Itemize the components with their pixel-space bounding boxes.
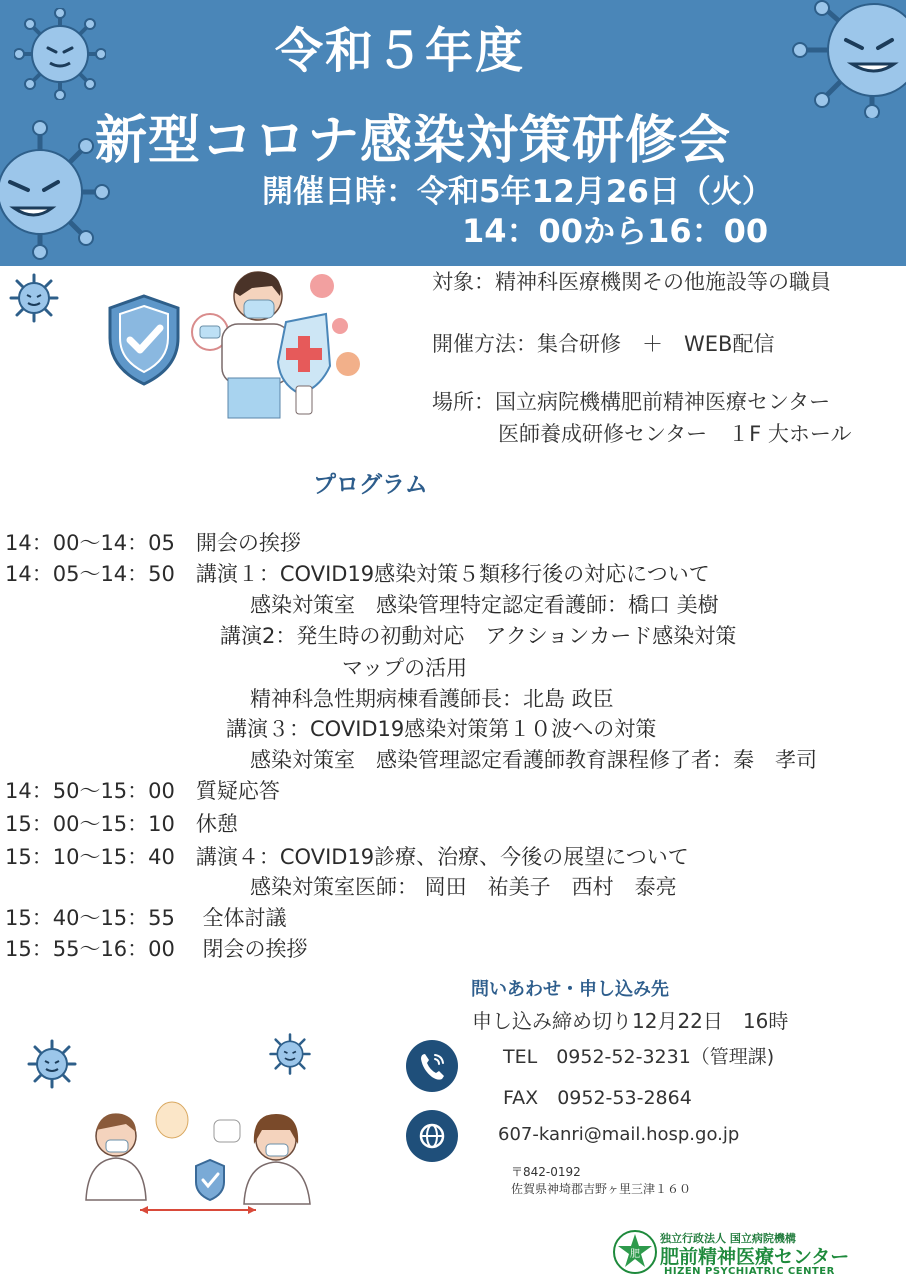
program-line: 14：50〜15：00 質疑応答 [5,779,280,803]
phone-icon [406,1040,458,1092]
program-line: 15：40〜15：55 全体討議 [5,906,287,930]
postal-code: 〒842-0192 [511,1165,581,1179]
event-date: 開催日時：令和5年12月26日（火） [262,174,773,210]
logo-organization: 独立行政法人 国立病院機構 [660,1232,796,1245]
fax-number: FAX 0952-53-2864 [503,1087,692,1109]
program-line: マップの活用 [342,656,468,680]
virus-icon [268,1032,312,1076]
program-line: 15：00〜15：10 休憩 [5,812,238,836]
virus-icon [8,272,60,324]
program-line: 15：10〜15：40 講演４：COVID19診療、治療、今後の展望について [5,845,689,869]
logo-english-name: HIZEN PSYCHIATRIC CENTER [664,1266,835,1277]
emblem-text: 肥 [630,1249,640,1260]
program-line: 感染対策室 感染管理認定看護師教育課程修了者：秦 孝司 [250,748,817,772]
hospital-emblem-icon [612,1228,658,1276]
program-line: 15：55〜16：00 閉会の挨拶 [5,937,308,961]
target-audience: 対象：精神科医療機関その他施設等の職員 [432,270,831,294]
shield-check-icon [104,292,184,388]
virus-icon [0,120,110,260]
address: 佐賀県神埼郡吉野ヶ里三津１６０ [511,1182,692,1196]
website-button[interactable] [406,1110,458,1162]
program-line: 14：05〜14：50 講演１：COVID19感染対策５類移行後の対応について [5,562,710,586]
social-distance-illustration [76,1100,320,1220]
phone-number: TEL 0952-52-3231（管理課) [503,1046,775,1068]
program-line: 講演2：発生時の初動対応 アクションカード感染対策 [220,624,737,648]
event-year: 令和５年度 [275,23,526,79]
program-line: 感染対策室 感染管理特定認定看護師：橋口 美樹 [250,593,719,617]
phone-button[interactable] [406,1040,458,1092]
program-line: 感染対策室医師： 岡田 祐美子 西村 泰亮 [250,875,677,899]
program-heading: プログラム [313,472,428,498]
contact-heading: 問いあわせ・申し込み先 [471,979,669,1000]
child-with-shield-illustration [180,266,370,422]
virus-icon [782,0,906,118]
program-line: 精神科急性期病棟看護師長：北島 政臣 [250,687,614,711]
logo-name: 肥前精神医療センター [660,1246,850,1268]
globe-icon [406,1110,458,1162]
venue-line-2: 医師養成研修センター １F 大ホール [498,422,852,446]
event-title: 新型コロナ感染対策研修会 [95,111,732,171]
venue-line-1: 場所：国立病院機構肥前精神医療センター [432,390,831,414]
event-time: 14：00から16：00 [462,212,769,250]
application-deadline: 申し込み締め切り12月22日 16時 [472,1009,789,1033]
program-line: 14：00〜14：05 開会の挨拶 [5,531,301,555]
event-method: 開催方法：集合研修 ＋ WEB配信 [432,332,775,356]
program-line: 講演３：COVID19感染対策第１０波への対策 [226,717,657,741]
virus-icon [26,1038,78,1090]
virus-icon [14,8,106,100]
contact-email[interactable]: 607-kanri@mail.hosp.go.jp [498,1124,740,1145]
